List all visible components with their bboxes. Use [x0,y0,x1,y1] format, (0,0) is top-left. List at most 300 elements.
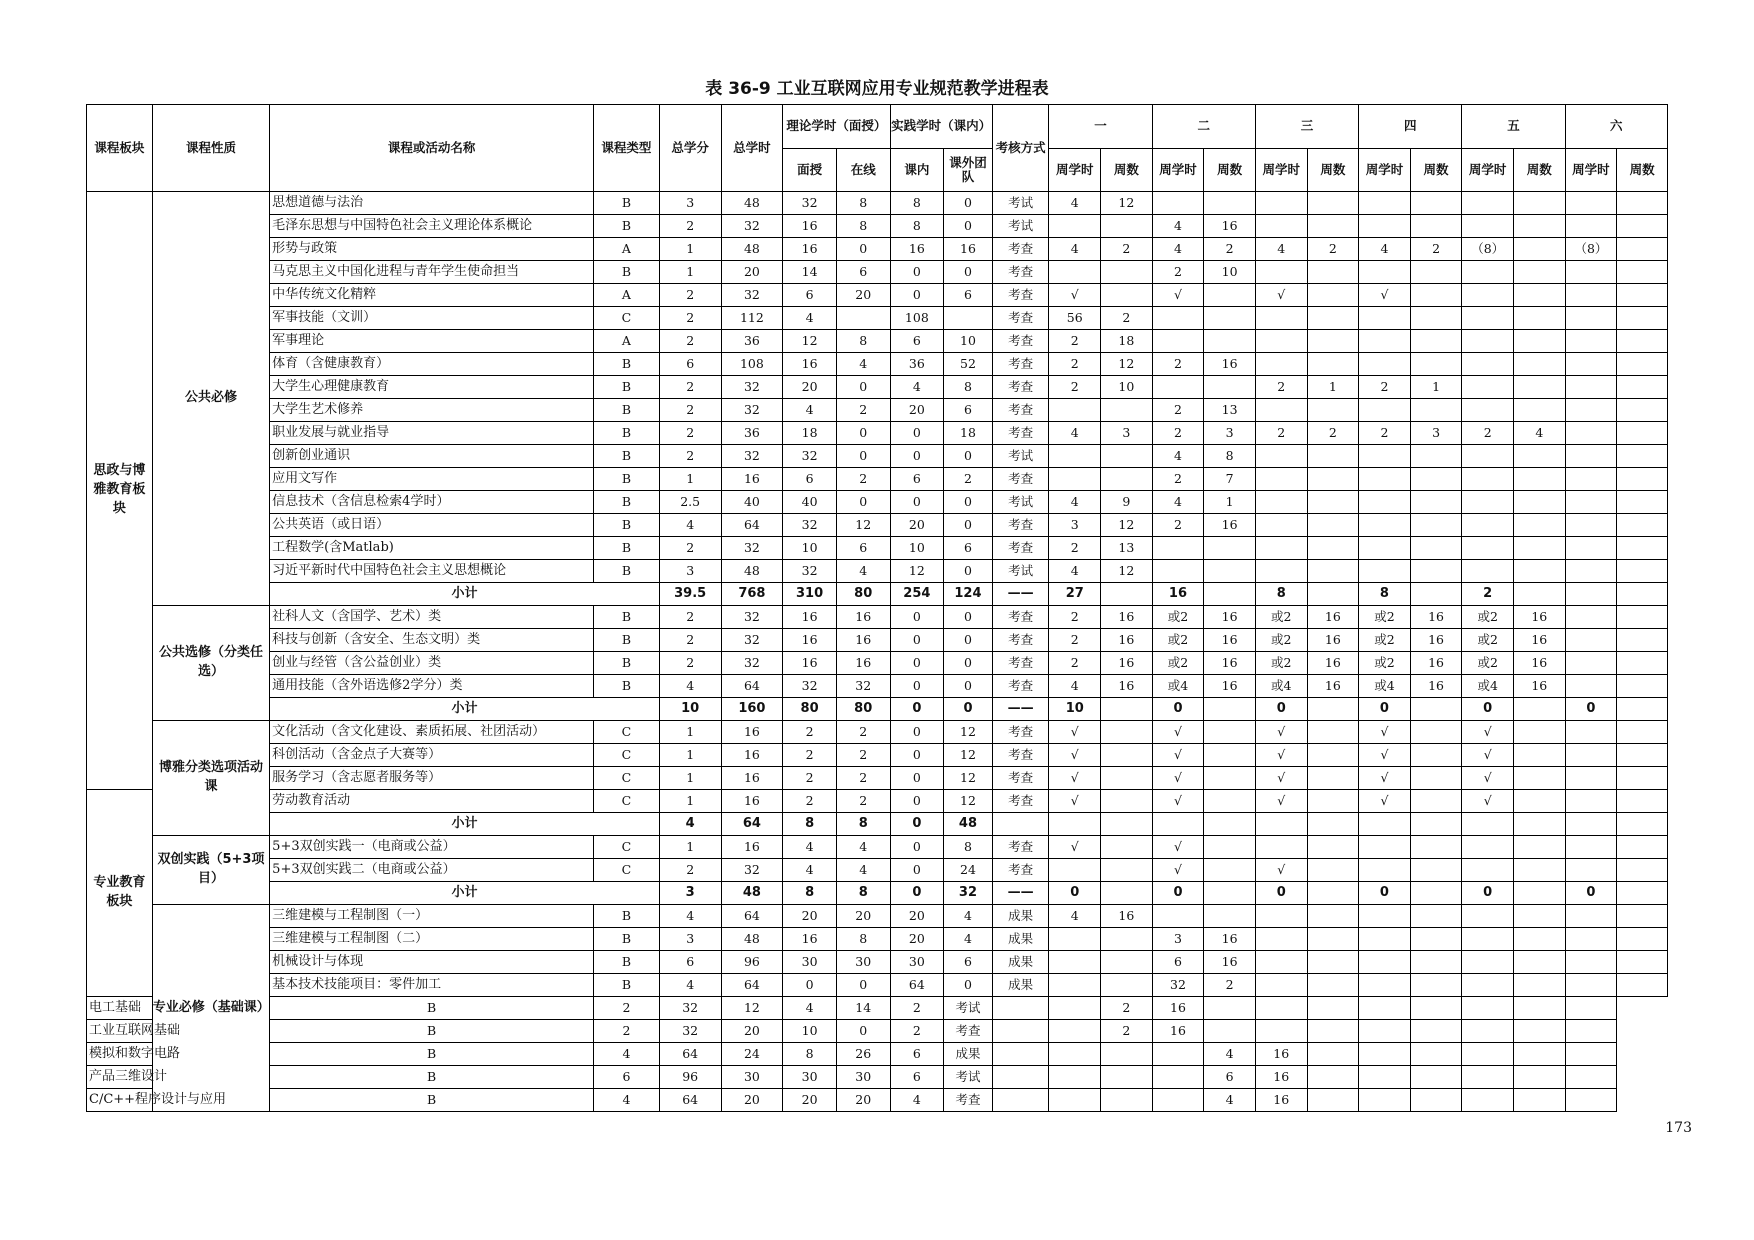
table-cell [1513,974,1565,997]
table-cell: 2 [836,468,890,491]
table-cell: 1 [659,767,721,790]
table-cell [1410,468,1462,491]
table-cell [1462,974,1514,997]
table-cell: 2 [1307,422,1359,445]
table-cell: √ [1462,790,1514,813]
table-cell: 2 [659,445,721,468]
table-cell: 4 [1049,905,1101,928]
table-cell [1307,905,1359,928]
table-cell [1359,330,1411,353]
table-cell: B [594,629,660,652]
table-cell: 64 [721,813,783,836]
table-cell [1462,261,1514,284]
table-cell: 13 [1101,537,1153,560]
table-cell [1204,882,1256,905]
table-cell: 考查 [992,307,1049,330]
table-cell: 2 [836,744,890,767]
table-cell: 0 [890,652,944,675]
table-cell [1617,859,1668,882]
table-cell [1307,491,1359,514]
table-cell [1152,537,1204,560]
table-cell [1204,859,1256,882]
course-name-cell: 工程数学(含Matlab) [270,537,594,560]
table-cell [1513,790,1565,813]
table-cell: 48 [721,928,783,951]
table-cell: 16 [783,629,837,652]
table-cell: 4 [1049,491,1101,514]
table-cell [1359,560,1411,583]
table-cell [1565,215,1617,238]
table-cell [1307,721,1359,744]
table-cell [1359,1089,1411,1112]
table-cell [1565,1089,1617,1112]
table-cell: B [594,974,660,997]
table-cell: 4 [1152,445,1204,468]
table-cell: 64 [659,1043,721,1066]
table-cell: 或2 [1462,652,1514,675]
table-cell: 20 [783,376,837,399]
table-cell [1359,468,1411,491]
table-cell: 16 [1204,514,1256,537]
table-cell [1359,1066,1411,1089]
table-cell: 6 [944,537,993,560]
table-row [87,307,1668,330]
table-cell [1152,330,1204,353]
table-cell: 3 [1152,928,1204,951]
table-cell: 或4 [1359,675,1411,698]
table-cell [1565,468,1617,491]
table-cell [1204,790,1256,813]
header-in-class: 课内 [890,149,944,192]
table-cell: 考试 [992,491,1049,514]
table-cell [1462,859,1514,882]
table-cell [1152,560,1204,583]
table-cell: 0 [890,859,944,882]
table-cell [1307,537,1359,560]
table-cell: B [594,606,660,629]
table-cell [1565,836,1617,859]
table-cell [1410,537,1462,560]
table-cell: 1 [659,836,721,859]
table-cell: 4 [890,376,944,399]
table-cell [1307,399,1359,422]
table-cell: 20 [721,261,783,284]
table-cell: 成果 [944,1043,993,1066]
nature-cell: 双创实践（5+3项目） [152,836,269,905]
table-cell: 16 [783,928,837,951]
header-credits: 总学分 [659,105,721,192]
table-row [87,744,1668,767]
table-cell: 10 [1101,376,1153,399]
table-cell: 8 [1255,583,1307,606]
teaching-schedule-table [86,104,1668,1112]
header-practice: 实践学时（课内） [890,105,992,149]
table-cell [1617,537,1668,560]
table-cell: 0 [944,629,993,652]
table-cell [1565,1043,1617,1066]
table-cell: 2 [1152,422,1204,445]
table-cell: 考查 [992,652,1049,675]
table-cell: 成果 [992,951,1049,974]
table-cell [1204,284,1256,307]
table-cell [1049,974,1101,997]
table-cell: 0 [836,422,890,445]
table-cell: B [594,468,660,491]
table-cell: 4 [783,399,837,422]
table-cell [1049,399,1101,422]
table-row [87,422,1668,445]
table-cell: 64 [721,514,783,537]
table-cell [1617,284,1668,307]
table-cell: √ [1462,767,1514,790]
course-name-cell: 三维建模与工程制图（二） [270,928,594,951]
table-cell: 32 [721,652,783,675]
table-cell [1204,192,1256,215]
table-cell: C [594,721,660,744]
table-cell: C [594,836,660,859]
table-cell: 4 [1513,422,1565,445]
table-cell: 4 [836,836,890,859]
table-cell [1307,698,1359,721]
table-cell: 36 [721,330,783,353]
subtotal-label: 小计 [270,583,660,606]
table-cell: 12 [944,744,993,767]
table-cell: √ [1049,721,1101,744]
table-row [87,192,1668,215]
table-cell: B [270,1043,594,1066]
table-cell: 36 [721,422,783,445]
table-cell: 32 [721,399,783,422]
table-cell: 64 [890,974,944,997]
table-cell [1204,905,1256,928]
table-cell [1359,353,1411,376]
table-cell [1617,836,1668,859]
table-cell: 0 [836,491,890,514]
table-cell: 16 [1307,606,1359,629]
table-cell: 考查 [992,422,1049,445]
table-cell [1565,675,1617,698]
table-cell [1617,652,1668,675]
table-cell: 2 [1410,238,1462,261]
table-cell: 0 [944,514,993,537]
table-cell: 32 [721,215,783,238]
table-cell: 16 [783,353,837,376]
table-cell [1049,1066,1101,1089]
table-cell: B [594,675,660,698]
table-cell: 108 [890,307,944,330]
course-name-cell: 信息技术（含信息检索4学时） [270,491,594,514]
table-cell [1049,1089,1101,1112]
table-cell [1255,1020,1307,1043]
table-cell [1462,951,1514,974]
header-weeks: 周数 [1307,149,1359,192]
table-cell: 0 [890,606,944,629]
table-cell: 0 [1255,882,1307,905]
table-cell: √ [1462,721,1514,744]
table-cell: 20 [836,905,890,928]
table-cell [1410,514,1462,537]
table-cell [1049,215,1101,238]
table-cell [1307,928,1359,951]
table-row [87,284,1668,307]
table-cell: B [594,514,660,537]
table-cell: 或2 [1152,652,1204,675]
table-cell [1307,261,1359,284]
table-row [87,997,1668,1020]
table-cell: C [594,307,660,330]
table-cell: 2 [783,744,837,767]
table-cell [1204,583,1256,606]
table-cell: 8 [836,928,890,951]
table-cell [1410,744,1462,767]
table-cell: 160 [721,698,783,721]
table-cell: 12 [1101,514,1153,537]
table-cell: 16 [1255,1043,1307,1066]
table-cell [1565,537,1617,560]
table-cell: 4 [944,905,993,928]
header-theory: 理论学时（面授） [783,105,890,149]
table-cell [1565,767,1617,790]
table-cell: 2 [1101,307,1153,330]
table-cell: 4 [783,859,837,882]
table-cell: B [594,905,660,928]
table-cell: 0 [890,284,944,307]
table-cell: B [594,560,660,583]
table-cell: 16 [721,767,783,790]
table-row [87,445,1668,468]
table-cell [1617,261,1668,284]
table-cell [1513,928,1565,951]
table-cell: 2 [783,790,837,813]
table-cell [1307,192,1359,215]
table-cell: 112 [721,307,783,330]
table-row [87,859,1668,882]
table-cell: 1 [659,744,721,767]
table-cell: 40 [783,491,837,514]
table-cell: 32 [783,514,837,537]
table-cell: 40 [721,491,783,514]
table-cell: 12 [836,514,890,537]
table-cell [1462,1066,1514,1089]
table-cell: 考查 [992,284,1049,307]
table-cell: √ [1152,790,1204,813]
table-cell: 16 [721,790,783,813]
table-cell: 12 [1101,192,1153,215]
course-name-cell: 三维建模与工程制图（一） [270,905,594,928]
table-cell: 3 [659,192,721,215]
table-cell [1565,813,1617,836]
table-cell: 0 [890,721,944,744]
table-cell [1410,491,1462,514]
table-cell: √ [1049,767,1101,790]
table-cell: 16 [1410,606,1462,629]
table-cell: 2 [659,399,721,422]
table-cell [1513,238,1565,261]
table-cell: 0 [1255,698,1307,721]
table-cell: 考试 [992,445,1049,468]
table-cell [1565,284,1617,307]
table-cell: 考试 [992,215,1049,238]
table-cell: 4 [890,1089,944,1112]
page-number: 173 [1665,1120,1692,1136]
header-weeks: 周数 [1617,149,1668,192]
table-row [87,675,1668,698]
table-cell: 2 [1049,652,1101,675]
course-name-cell: 服务学习（含志愿者服务等） [270,767,594,790]
table-cell: 考查 [992,399,1049,422]
header-week-hours: 周学时 [1255,149,1307,192]
table-cell [992,1020,1049,1043]
table-cell: 8 [890,192,944,215]
course-name-cell: 习近平新时代中国特色社会主义思想概论 [270,560,594,583]
table-cell [1101,1043,1153,1066]
table-cell: 16 [1204,928,1256,951]
table-cell: 考查 [992,376,1049,399]
table-cell [1617,445,1668,468]
table-cell: 20 [783,905,837,928]
table-cell [1049,1043,1101,1066]
table-cell: 4 [944,928,993,951]
table-cell: 12 [944,790,993,813]
table-cell [1565,422,1617,445]
table-cell: 10 [944,330,993,353]
table-cell: 或4 [1462,675,1514,698]
table-cell: 3 [659,560,721,583]
table-cell [992,1043,1049,1066]
table-cell: 48 [721,238,783,261]
table-cell: 4 [1049,192,1101,215]
table-cell: 考试 [944,1066,993,1089]
table-cell: B [594,422,660,445]
table-cell: 12 [944,767,993,790]
table-cell: 0 [890,813,944,836]
table-cell [1307,468,1359,491]
table-cell [1513,261,1565,284]
table-cell: 0 [944,560,993,583]
table-cell [1204,330,1256,353]
table-cell: 4 [836,353,890,376]
header-semester-4: 四 [1359,105,1462,149]
table-cell [1565,376,1617,399]
table-cell [1307,583,1359,606]
table-cell [1513,1066,1565,1089]
table-cell: 6 [594,1066,660,1089]
table-cell: 0 [890,767,944,790]
table-cell [1152,1043,1204,1066]
table-cell [1410,215,1462,238]
table-cell: 16 [1307,652,1359,675]
table-cell: 16 [836,606,890,629]
table-body [87,192,1668,1112]
table-cell [1049,859,1101,882]
table-cell: 26 [836,1043,890,1066]
table-cell: 16 [1513,652,1565,675]
table-cell: 2 [594,997,660,1020]
table-cell: 64 [721,675,783,698]
table-cell: 0 [1565,882,1617,905]
table-cell [1617,606,1668,629]
table-cell [1101,445,1153,468]
table-cell [1101,974,1153,997]
table-cell: 4 [1049,238,1101,261]
table-cell: 48 [721,882,783,905]
table-cell: 考查 [992,675,1049,698]
table-cell: 96 [721,951,783,974]
table-cell [1307,330,1359,353]
table-cell: 8 [890,215,944,238]
table-cell: 0 [944,698,993,721]
table-cell: 或2 [1152,629,1204,652]
table-cell: 8 [783,882,837,905]
table-cell: 6 [944,284,993,307]
table-cell: 2 [1204,974,1256,997]
table-cell: 32 [1152,974,1204,997]
table-cell [992,813,1049,836]
header-weeks: 周数 [1204,149,1256,192]
table-cell [1513,905,1565,928]
table-cell: 6 [659,353,721,376]
course-name-cell: 科创活动（含金点子大赛等） [270,744,594,767]
table-cell [1307,790,1359,813]
table-cell: 2 [1101,238,1153,261]
table-cell: 32 [721,445,783,468]
table-cell: 16 [1255,1089,1307,1112]
table-cell: 3 [1410,422,1462,445]
table-cell [1359,215,1411,238]
table-cell [1462,445,1514,468]
table-cell: B [594,376,660,399]
table-cell [1513,491,1565,514]
table-cell [1359,813,1411,836]
course-name-cell: 机械设计与体现 [270,951,594,974]
table-cell: √ [1152,859,1204,882]
table-cell: 0 [944,215,993,238]
table-cell: 2 [836,767,890,790]
table-cell: 2 [1255,376,1307,399]
table-cell: 4 [1152,238,1204,261]
table-cell: 2 [1049,330,1101,353]
table-cell: √ [1359,744,1411,767]
table-cell: 16 [783,238,837,261]
table-cell: 4 [1204,1089,1256,1112]
table-cell [1513,376,1565,399]
table-cell: 16 [1410,675,1462,698]
table-cell: 考查 [992,537,1049,560]
table-cell [1410,1089,1462,1112]
table-cell: 2 [1101,997,1153,1020]
table-cell: 20 [890,928,944,951]
table-cell: 30 [890,951,944,974]
table-cell: √ [1255,744,1307,767]
table-cell: 80 [836,583,890,606]
table-cell: 254 [890,583,944,606]
table-cell [1513,744,1565,767]
table-cell [1462,491,1514,514]
table-cell: 16 [836,629,890,652]
table-cell: 2 [1359,376,1411,399]
table-cell: 考试 [992,560,1049,583]
table-cell [1513,215,1565,238]
table-cell [1410,951,1462,974]
table-cell [1410,813,1462,836]
table-cell: 0 [836,1020,890,1043]
table-cell: 16 [1307,675,1359,698]
table-cell [1307,744,1359,767]
table-cell: 4 [783,307,837,330]
table-cell [1565,905,1617,928]
table-cell [1617,744,1668,767]
table-cell [1359,1043,1411,1066]
